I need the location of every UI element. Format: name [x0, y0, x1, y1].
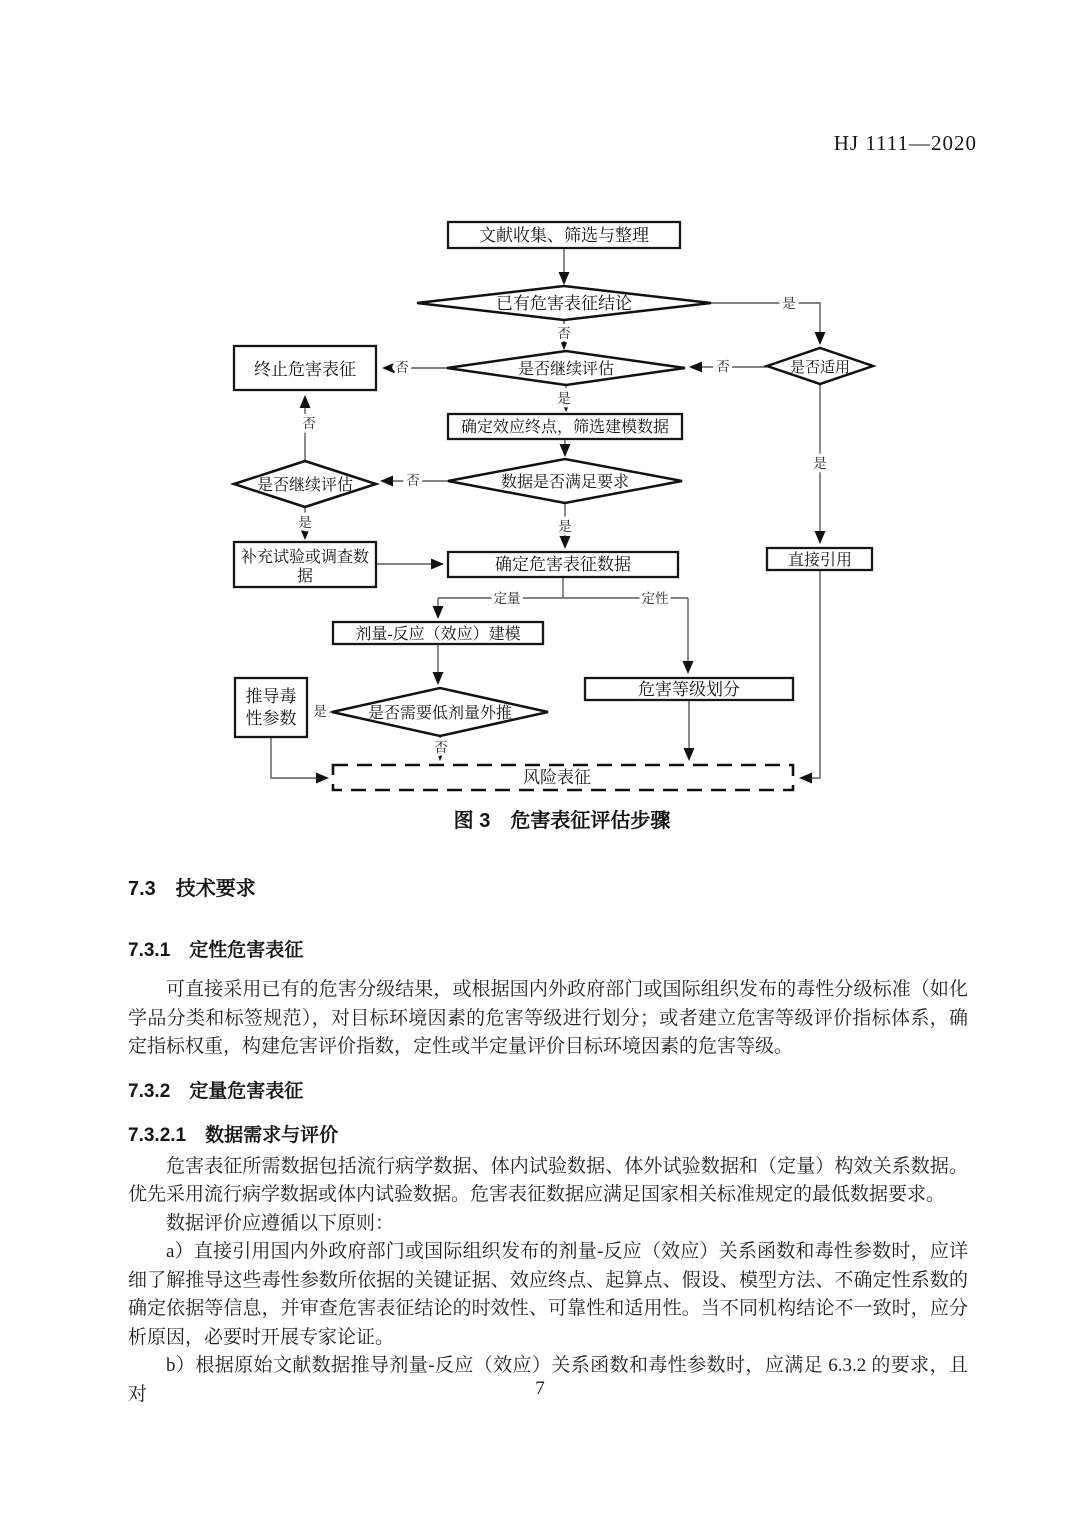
standard-number: HJ 1111—2020: [833, 131, 977, 155]
node-label-line1: 补充试验或调查数: [240, 549, 370, 566]
section-7-3-2-1-heading: 7.3.2.1 数据需求与评价: [128, 1124, 339, 1146]
decision-continue-eval-1: [447, 351, 685, 385]
node-label-line2: 据: [296, 568, 314, 585]
edge-label-qualitative: 定性: [641, 591, 669, 606]
node-determine-hazard-data: [448, 552, 678, 577]
node-label: 是否继续评估: [256, 477, 354, 494]
page-number: 7: [535, 1378, 545, 1399]
decision-continue-eval-2: [234, 461, 376, 507]
edge-label-no: 否: [434, 740, 448, 755]
edge-label-quantitative: 定量: [493, 591, 521, 606]
principle-b-paragraph: b）根据原始文献数据推导剂量-反应（效应）关系函数和毒性参数时，应满足 6.3.2 的要求，且对: [128, 1355, 968, 1405]
node-derive-toxicity-params: [235, 678, 307, 737]
node-label: 终止危害表征: [254, 360, 356, 379]
figure-caption: 图 3 危害表征评估步骤: [453, 810, 671, 832]
node-label-line2: 性参数: [245, 709, 297, 728]
node-label: 确定效应终点，筛选建模数据: [460, 419, 670, 436]
decision-data-meet-requirements: [448, 459, 682, 503]
edge-label-yes: 是: [557, 391, 571, 406]
edge-label-yes: 是: [298, 515, 312, 530]
node-hazard-grading: [585, 678, 793, 700]
node-risk-characterization: [333, 765, 793, 790]
node-determine-endpoint: [448, 414, 682, 439]
edge-label-no: 否: [716, 359, 730, 374]
section-7-3-1-heading: 7.3.1 定性危害表征: [128, 940, 304, 961]
edge-label-yes: 是: [313, 704, 327, 719]
edge-label-yes: 是: [782, 296, 796, 311]
node-label: 确定危害表征数据: [495, 555, 631, 574]
node-label: 直接引用: [787, 552, 853, 569]
section-7-3-heading: 7.3 技术要求: [128, 878, 256, 900]
node-supplement-data: [234, 542, 376, 587]
node-label: 文献收集、筛选与整理: [479, 226, 649, 245]
node-label: 是否需要低剂量外推: [367, 705, 513, 722]
edge-label-yes: 是: [813, 456, 827, 471]
data-requirements-paragraph: 危害表征所需数据包括流行病学数据、体内试验数据、体外试验数据和（定量）构效关系数据。优先采用流行病学数据或体内试验数据。危害表征数据应满足国家相关标准规定的最低数据要求。: [128, 1155, 968, 1205]
node-label: 是否继续评估: [517, 361, 615, 378]
evaluation-principles-lead: 数据评价应遵循以下原则：: [166, 1212, 395, 1234]
edge-label-no: 否: [395, 360, 409, 375]
edge-label-no: 否: [406, 473, 420, 488]
decision-has-conclusion: [417, 286, 711, 320]
edge-label-no: 否: [557, 326, 571, 341]
section-7-3-2-heading: 7.3.2 定量危害表征: [128, 1080, 304, 1102]
decision-applicable: [767, 348, 873, 384]
node-label: 危害等级划分: [638, 680, 740, 699]
node-label: 风险表征: [523, 768, 591, 787]
node-label-line1: 推导毒: [245, 687, 297, 706]
node-literature-collection: [448, 222, 680, 248]
decision-low-dose-extrapolation: [332, 688, 548, 736]
section-7-3-1-paragraph: 可直接采用已有的危害分级结果，或根据国内外政府部门或国际组织发布的毒性分级标准（如化学品分类和标签规范），对目标环境因素的危害等级进行划分；或者建立危害等级评价指标体系，确定指标权重，构建危害评价指数，定性或半定量评价目标环境因素的危害等级。: [128, 979, 968, 1057]
figure3-flowchart: [0, 208, 1080, 848]
node-label: 已有危害表征结论: [496, 294, 632, 313]
node-direct-citation: [767, 548, 872, 570]
node-terminate-characterization: [234, 346, 376, 390]
body-content: [128, 872, 968, 1409]
node-label: 数据是否满足要求: [500, 474, 630, 491]
edge-label-no: 否: [302, 416, 316, 431]
node-label: 剂量-反应（效应）建模: [355, 626, 521, 643]
node-dose-response-modeling: [333, 622, 543, 644]
node-label: 是否适用: [789, 360, 851, 376]
edge-label-yes: 是: [558, 519, 572, 534]
principle-a-paragraph: a）直接引用国内外政府部门或国际组织发布的剂量-反应（效应）关系函数和毒性参数时，应详细了解推导这些毒性参数所依据的关键证据、效应终点、起算点、假设、模型方法、不确定性系数的确定依据等信息，并审查危害表征结论的时效性、可靠性和适用性。当不同机构结论不一致时，应分析原因，必要时开展专家论证。: [128, 1241, 968, 1348]
